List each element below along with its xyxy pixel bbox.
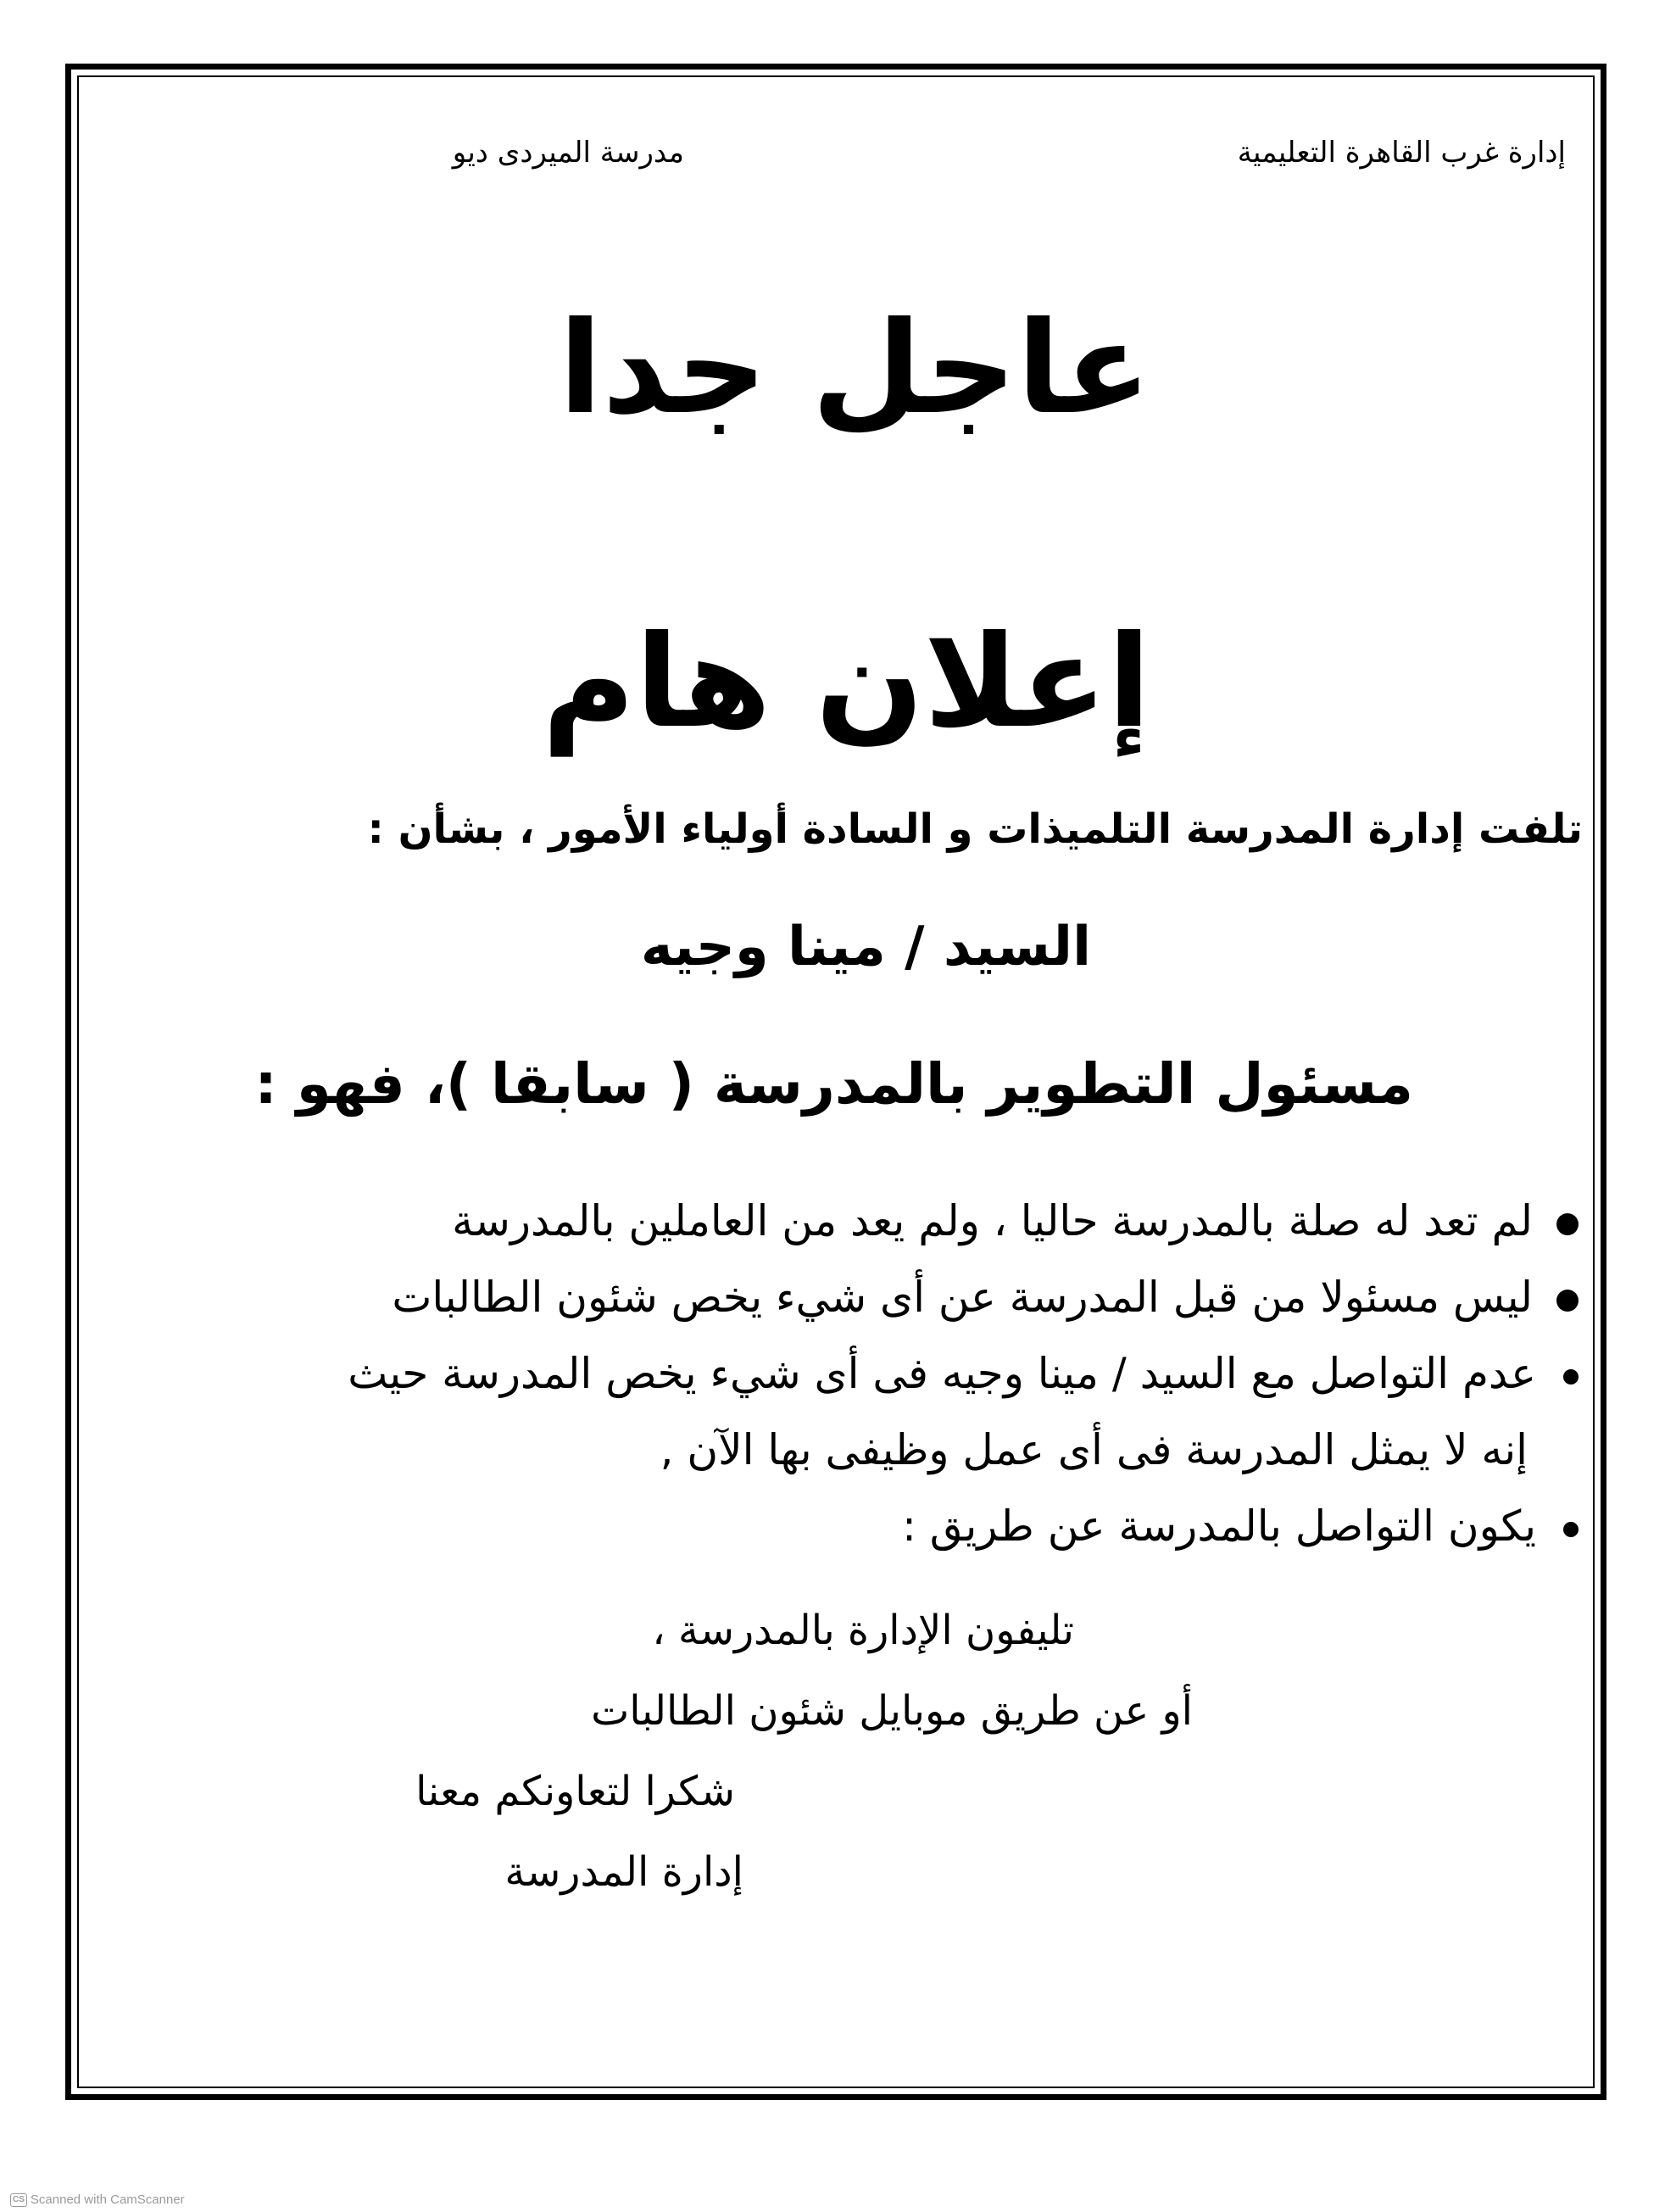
bullet-dot-icon: [1556, 1290, 1579, 1312]
scanner-watermark: [10, 2192, 185, 2207]
list-item: [137, 1488, 1579, 1564]
bullet-dot-icon: [1563, 1522, 1579, 1537]
contact-mobile: أو عن طريق موبايل شئون الطالبات: [591, 1687, 1193, 1735]
header-directorate: إدارة غرب القاهرة التعليمية: [1237, 136, 1566, 170]
bullet-text: يكون التواصل بالمدرسة عن طريق :: [902, 1502, 1536, 1551]
list-item-continuation: إنه لا يمثل المدرسة فى أى عمل وظيفى بها الآن ,: [660, 1425, 1528, 1474]
signature-line: إدارة المدرسة: [504, 1848, 743, 1896]
list-item: [137, 1259, 1579, 1335]
bullet-text: عدم التواصل مع السيد / مينا وجيه فى أى شيء يخص المدرسة حيث: [348, 1349, 1536, 1398]
bullet-dot-icon: [1556, 1213, 1579, 1235]
person-name: السيد / مينا وجيه: [640, 916, 1091, 978]
scanner-text: Scanned with CamScanner: [30, 2192, 185, 2207]
list-item: [137, 1183, 1579, 1259]
bullet-text: لم تعد له صلة بالمدرسة حاليا ، ولم يعد من العاملين بالمدرسة: [452, 1196, 1533, 1245]
thanks-line: شكرا لتعاونكم معنا: [415, 1768, 735, 1815]
list-item: [137, 1335, 1579, 1412]
header-school-name: مدرسة الميردى ديو: [452, 136, 684, 170]
bullet-list: [137, 1183, 1579, 1564]
bullet-dot-icon: [1563, 1369, 1579, 1385]
camscanner-logo-icon: CS: [10, 2193, 27, 2207]
bullet-text: ليس مسئولا من قبل المدرسة عن أى شيء يخص شئون الطالبات: [392, 1273, 1533, 1322]
contact-phone: تليفون الإدارة بالمدرسة ،: [652, 1607, 1074, 1654]
title-announcement: إعلان هام: [542, 609, 1151, 756]
title-urgent: عاجل جدا: [558, 295, 1152, 443]
intro-paragraph: تلفت إدارة المدرسة التلميذات و السادة أولياء الأمور ، بشأن :: [367, 805, 1583, 853]
person-role: مسئول التطوير بالمدرسة ( سابقا )، فهو :: [254, 1051, 1413, 1117]
